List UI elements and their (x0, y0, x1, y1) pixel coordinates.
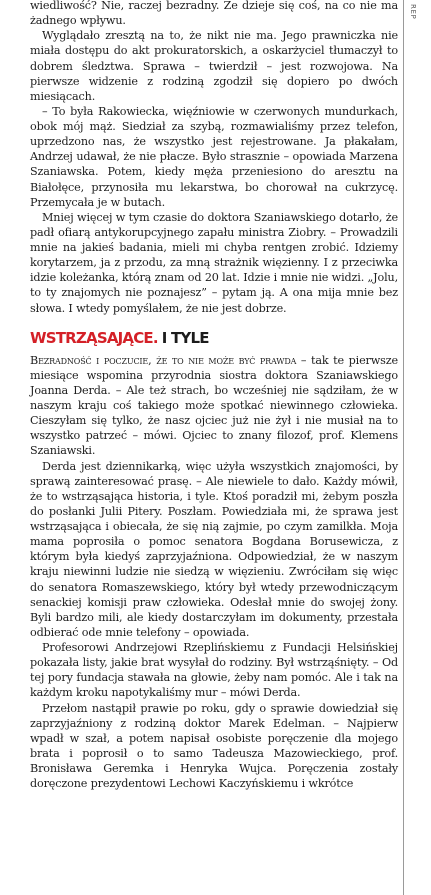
article-paragraph: Derda jest dziennikarką, więc użyła wszystkich znajomości, by sprawą zainteresować prasę. – Ale niewiele to dało. Każdy mówił, że to wstrząsająca historia, i tyle. Ktoś poradził mi, żebym poszła do posłanki Julii Pitery. Poszłam. Powiedziała mi, że sprawa jest wstrząsająca i obiecała, że się nią zajmie, po czym zamilkła. Moja mama poprosiła o pomoc senatora Bogdana Borusewicza, z którym była kiedyś zaprzyjaźniona. Odpowiedział, że w naszym kraju niewinni ludzie nie siedzą w więzieniu. Zwróciłam się więc do senatora Romaszewskiego, który był wtedy przewodniczącym senackiej komisji praw człowieka. Odesłał mnie do swojej żony. Byli bardzo mili, ale kiedy dostarczyłam im dokumenty, przestała odbierać ode mnie telefony – opowiada. (30, 459, 398, 639)
article-paragraph: Mniej więcej w tym czasie do doktora Szaniawskiego dotarło, że padł ofiarą antykorupcyjnego zapału ministra Ziobry. – Prowadzili mnie na jakieś badania, mieli mi chyba rentgen zrobić. Idziemy korytarzem, ja z przodu, za mną strażnik więzienny. I z przeciwka idzie koleżanka, którą znam od 20 lat. Idzie i mnie nie widzi. „Jolu, to ty znajomych nie poznajesz” – pytam ją. A ona mija mnie bez słowa. I wtedy pomyślałem, że nie jest dobrze. (30, 210, 398, 315)
article-paragraph: Profesorowi Andrzejowi Rzeplińskiemu z Fundacji Helsińskiej pokazała listy, jakie brat wysyłał do rodziny. Był wstrząśnięty. – Od tej pory fundacja stawała na głowie, żeby nam pomóc. Ale i tak na każdym kroku napotykaliśmy mur – mówi Derda. (30, 641, 398, 700)
section-heading-black: I TYLE (161, 328, 209, 347)
section-heading-red: WSTRZĄSAJĄCE. (30, 328, 158, 347)
article-paragraph: Przełom nastąpił prawie po roku, gdy o sprawie dowiedział się zaprzyjaźniony z rodziną doktor Marek Edelman. – Najpierw wpadł w szał, a potem napisał osobiste poręczenie dla mojego brata i poprosił o to samo Tadeusza Mazowieckiego, prof. Bronisława Geremka i Henryka Wujca. Poręczenia zostały doręczone prezydentowi Lechowi Kaczyńskiemu i wkrótce (30, 701, 398, 791)
section-heading (30, 329, 398, 347)
lead-paragraph (30, 353, 398, 459)
lead-rest: – tak te pierwsze miesiące wspomina przyrodnia siostra doktora Szaniawskiego Joanna Derda. – Ale też strach, bo wcześniej nie sądziłam, że w naszym kraju coś takiego może spotkać niewinnego człowieka. Cieszyłam się tylko, że nasz ojciec już nie żył i nie musiał na to wszystko patrzeć – mówi. Ojciec to znany filozof, prof. Klemens Szaniawski. (30, 353, 398, 458)
article-paragraph: Wyglądało zresztą na to, że nikt nie ma. Jego prawniczka nie miała dostępu do akt prokuratorskich, a oskarżyciel tłumaczył to dobrem śledztwa. Sprawa – twierdził – jest rozwojowa. Na pierwsze widzenie z rodziną zgodził się dopiero po dwóch miesiącach. (30, 29, 398, 103)
page-edge-rule (403, 0, 404, 895)
lead-smallcaps: Bezradność i poczucie, że to nie może być prawda (30, 353, 297, 367)
article-paragraph: – To była Rakowiecka, więźniowie w czerwonych mundurkach, obok mój mąż. Siedział za szybą, rozmawialiśmy przez telefon, uprzedzono nas, że wszystko jest rejestrowane. Ja płakałam, Andrzej udawał, że nie płacze. Było strasznie – opowiada Marzena Szaniawska. Potem, kiedy męża przeniesiono do aresztu na Białołęce, przynosiła mu lekarstwa, bo chorował na cukrzycę. Przemycała je w butach. (30, 104, 398, 209)
article-column (30, 0, 398, 791)
page-edge-label: REP (409, 4, 417, 20)
article-paragraph: wiedliwość? Nie, raczej bezradny. Że dzieje się coś, na co nie ma żadnego wpływu. (30, 0, 398, 28)
